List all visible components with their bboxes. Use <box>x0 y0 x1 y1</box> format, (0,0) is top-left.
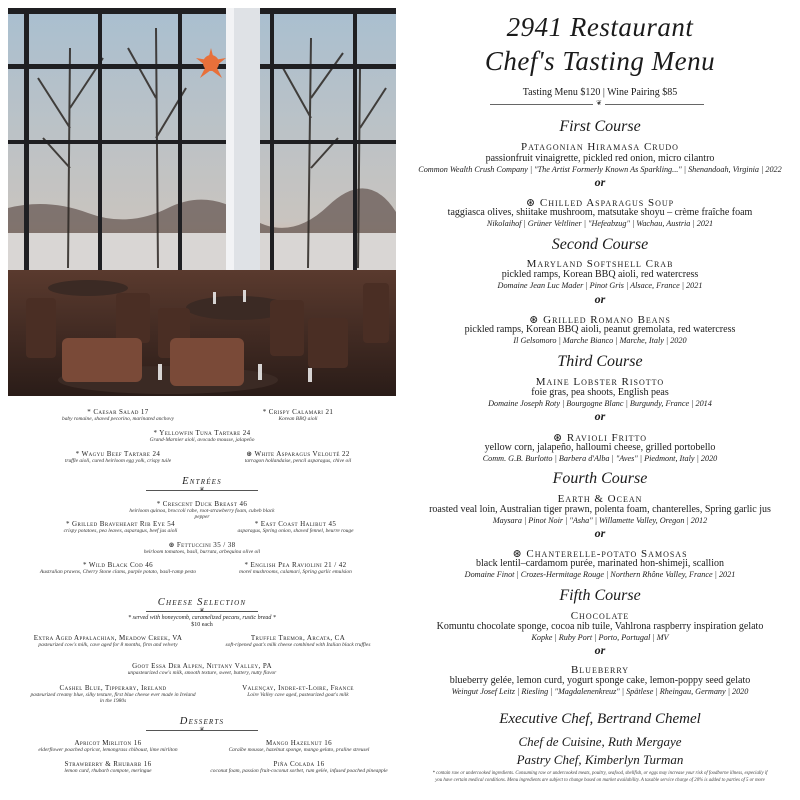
wine-pairing: Comm. G.B. Burlotto | Barbera d'Alba | "Aves" | Piedmont, Italy | 2020 <box>482 454 718 463</box>
dish-desc: soft-ripened goat's milk cheese combined with Italian black truffles <box>225 642 371 649</box>
ornament-icon: ❦ <box>593 100 605 107</box>
menu-item <box>98 662 306 676</box>
wine-pairing: Common Wealth Crush Company | "The Artist Formerly Known As Sparkling..." | Shenandoah, Virginia | 2022 <box>418 165 782 174</box>
dish-name: * Wagyu Beef Tartare 24 <box>75 450 161 458</box>
dish-name: * Yellowfin Tuna Tartare 24 <box>153 429 251 437</box>
dish-desc: pasteurized cow's milk, cave aged for 8 months, firm and velvety <box>38 642 178 649</box>
restaurant-title: 2941 Restaurant <box>506 12 694 42</box>
dish-name: * Crescent Duck Breast 46 <box>156 500 248 508</box>
menu-item <box>38 450 198 464</box>
disclaimer: you have certain medical conditions. Menu ingredients are subject to change based on market availability. A taxable service charge of 20% is added to parties of 5 or more <box>435 778 765 783</box>
cheese-price: $10 each <box>191 622 213 628</box>
or-separator: or <box>594 643 606 657</box>
course-title: Third Course <box>557 353 643 370</box>
course-dish-name: ⊛ Chilled Asparagus Soup <box>525 197 675 209</box>
dish-desc: Loire Valley cave aged, pasteurized goat's milk <box>247 692 349 699</box>
course-dish-desc: yellow corn, jalapeño, halloumi cheese, grilled portobello <box>484 442 716 453</box>
dish-name: Strawberry & Rhubarb 16 <box>64 760 152 768</box>
course-dish-name: Blueberry <box>570 664 630 676</box>
dish-desc: morel mushrooms, calamari, Spring garlic emulsion <box>239 569 352 576</box>
course-title: Fifth Course <box>559 587 641 604</box>
dish-name: Piña Colada 16 <box>273 760 325 768</box>
dish-desc: elderflower poached apricot, lemongrass chiboust, lime mirliton <box>38 747 178 754</box>
wine-pairing: Il Gelsomoro | Marche Bianco | Marche, Italy | 2020 <box>513 336 687 345</box>
menu-item <box>18 739 198 753</box>
ornament-icon: ❦ <box>199 487 205 493</box>
pastry-chef: Pastry Chef, Kimberlyn Turman <box>516 752 684 767</box>
dish-name: Extra Aged Appalachian, Meadow Creek, VA <box>33 634 183 642</box>
wine-pairing: Domaine Jean Luc Mader | Pinot Gris | Alsace, France | 2021 <box>497 281 703 290</box>
dish-desc: Korean BBQ aioli <box>278 416 318 423</box>
dish-name: * Caesar Salad 17 <box>87 408 149 416</box>
course-dish-name: Earth & Ocean <box>557 493 643 505</box>
course-dish-desc: black lentil–cardamom purée, marinated hon-shimeji, scallion <box>476 558 724 569</box>
cheese-note: * served with honeycomb, caramelized pecans, rustic bread * <box>128 615 276 621</box>
tasting-menu <box>400 0 800 800</box>
dish-desc: lemon curd, rhubarb compote, meringue <box>64 768 152 775</box>
course-dish-desc: pickled ramps, Korean BBQ aioli, red watercress <box>501 269 699 280</box>
dish-desc: asparagus, Spring onion, shaved fennel, beurre rouge <box>237 528 354 535</box>
menu-item <box>218 450 378 464</box>
wine-pairing: Weingut Josef Leitz | Riesling | "Magdalenenkreuz" | Spätlese | Rheingau, Germany | 2020 <box>451 687 749 696</box>
course-dish-name: Patagonian Hiramasa Crudo <box>521 141 679 153</box>
course-dish-desc: pickled ramps, Korean BBQ aioli, peanut gremolata, red watercress <box>464 324 736 335</box>
restaurant-photo <box>8 8 396 396</box>
or-separator: or <box>594 526 606 540</box>
dish-desc: unpasteurized cow's milk, smooth texture, sweet, buttery, nutty flavor <box>127 670 277 677</box>
menu-item <box>108 429 296 443</box>
dish-desc: tarragon hollandaise, pencil asparagus, chive oil <box>244 458 352 465</box>
dish-name: ⊛ Fettuccini 35 / 38 <box>168 541 236 549</box>
dish-desc: crispy potatoes, pea leaves, asparagus, beef jus aioli <box>63 528 178 535</box>
ornament-icon: ❦ <box>199 727 205 733</box>
section-title-desserts: Desserts <box>179 716 225 727</box>
executive-chef: Executive Chef, Bertrand Chemel <box>499 711 701 727</box>
wine-pairing: Maysara | Pinot Noir | "Asha" | Willamette Valley, Oregon | 2012 <box>492 516 708 525</box>
course-dish-desc: foie gras, pea shoots, English peas <box>531 387 669 398</box>
wine-pairing: Nikolaihof | Grüner Veltliner | "Hefeabzug" | Wachau, Austria | 2021 <box>486 219 714 228</box>
menu-item <box>208 739 390 753</box>
course-dish-name: Maryland Softshell Crab <box>526 258 674 270</box>
wine-pairing: Kopke | Ruby Port | Porto, Portugal | MV <box>531 633 669 642</box>
chef-de-cuisine: Chef de Cuisine, Ruth Mergaye <box>518 734 682 749</box>
course-title: Second Course <box>551 236 649 253</box>
course-dish-name: ⊛ Ravioli Fritto <box>552 432 648 444</box>
dish-name: ⊛ White Asparagus Velouté 22 <box>246 450 350 458</box>
ornament-icon: ❦ <box>199 608 205 614</box>
course-dish-name: ⊛ Chanterelle-potato Samosas <box>512 548 688 560</box>
dish-name: * English Pea Raviolini 21 / 42 <box>244 561 347 569</box>
dish-desc: heirloom quinoa, broccoli rabe, root-strawberry foam, cubeb black pepper <box>129 508 275 521</box>
section-title-cheese: Cheese Selection <box>157 597 247 608</box>
menu-item <box>208 760 390 774</box>
course-dish-name: Maine Lobster Risotto <box>535 376 665 388</box>
course-dish-desc: Komuntu chocolate sponge, cocoa nib tuile, Vahlrona raspberry inspiration gelato <box>436 621 764 632</box>
course-dish-name: Chocolate <box>570 610 630 622</box>
dish-desc: Grand-Marnier aioli, avocado mousse, jalapeño <box>149 437 255 444</box>
or-separator: or <box>594 292 606 306</box>
a-la-carte-menu <box>8 402 396 794</box>
menu-item <box>28 684 198 704</box>
dish-name: Cashel Blue, Tipperary, Ireland <box>59 684 167 692</box>
course-dish-desc: roasted veal loin, Australian tiger prawn, polenta foam, chanterelles, Spring garlic jus <box>429 504 771 515</box>
dish-name: Apricot Mirliton 16 <box>74 739 142 747</box>
dish-name: Goot Essa Der Alpen, Nittany Valley, PA <box>132 662 272 670</box>
dish-desc: coconut foam, passion fruit-coconut sorbet, rum gelée, infused poached pineapple <box>210 768 388 775</box>
course-dish-desc: taggiasca olives, shiitake mushroom, matsutake shoyu – crème fraîche foam <box>447 207 753 218</box>
course-dish-name: ⊛ Grilled Romano Beans <box>529 314 671 326</box>
dish-name: Mango Hazelnut 16 <box>265 739 333 747</box>
course-dish-desc: blueberry gelée, lemon curd, yogurt sponge cake, lemon-poppy seed gelato <box>449 675 751 686</box>
course-title: Fourth Course <box>552 470 648 487</box>
menu-item <box>122 500 282 520</box>
dish-name: Valençay, Indre-et-Loire, France <box>242 684 354 692</box>
dish-desc: Australian prawns, Cherry Stone clams, purple potato, basil-ramp pesto <box>39 569 197 576</box>
or-separator: or <box>594 409 606 423</box>
course-dish-desc: passionfruit vinaigrette, pickled red onion, micro cilantro <box>485 153 715 164</box>
wine-pairing: Domaine Joseph Roty | Bourgogne Blanc | Burgundy, France | 2014 <box>488 399 712 408</box>
wine-pairing: Domaine Finot | Crozes-Hermitage Rouge | Northern Rhône Valley, France | 2021 <box>464 570 736 579</box>
dish-name: * Wild Black Cod 46 <box>82 561 154 569</box>
menu-item <box>18 760 198 774</box>
section-title-entrees: Entrées <box>182 476 222 487</box>
dish-name: * Crispy Calamari 21 <box>262 408 334 416</box>
menu-item <box>48 408 188 422</box>
dish-name: * Grilled Braveheart Rib Eye 54 <box>65 520 176 528</box>
menu-title: Chef's Tasting Menu <box>484 46 716 76</box>
menu-item <box>38 561 198 575</box>
menu-item <box>213 520 378 534</box>
dish-name: * East Coast Halibut 45 <box>254 520 337 528</box>
price-line: Tasting Menu $120 | Wine Pairing $85 <box>522 87 678 98</box>
dish-desc: pasteurized creamy blue, silky texture, first blue cheese ever made in Ireland in the 1980s <box>30 692 196 705</box>
disclaimer: * contain raw or undercooked ingredients. Consuming raw or undercooked meats, poultry, seafood, shellfish, or eggs may increase your risk of foodborne illness, especially if <box>432 771 768 776</box>
dish-desc: heirloom tomatoes, basil, burrata, arbequina olive oil <box>143 549 261 556</box>
menu-item <box>208 634 388 648</box>
dining-room-image <box>8 8 396 396</box>
menu-item <box>213 561 378 575</box>
menu-item <box>18 634 198 648</box>
dish-desc: truffle aioli, cured heirloom egg yolk, crispy tuile <box>64 458 172 465</box>
or-separator: or <box>594 175 606 189</box>
menu-item <box>208 684 388 698</box>
course-title: First Course <box>559 118 641 135</box>
dish-name: Truffle Tremor, Arcata, CA <box>250 634 346 642</box>
dish-desc: baby romaine, shaved pecorino, marinated anchovy <box>62 416 174 423</box>
menu-item <box>38 520 203 534</box>
menu-item <box>228 408 368 422</box>
dish-desc: Caraïbe mousse, hazelnut sponge, mango gelato, praline streusel <box>228 747 370 754</box>
menu-item <box>122 541 282 555</box>
